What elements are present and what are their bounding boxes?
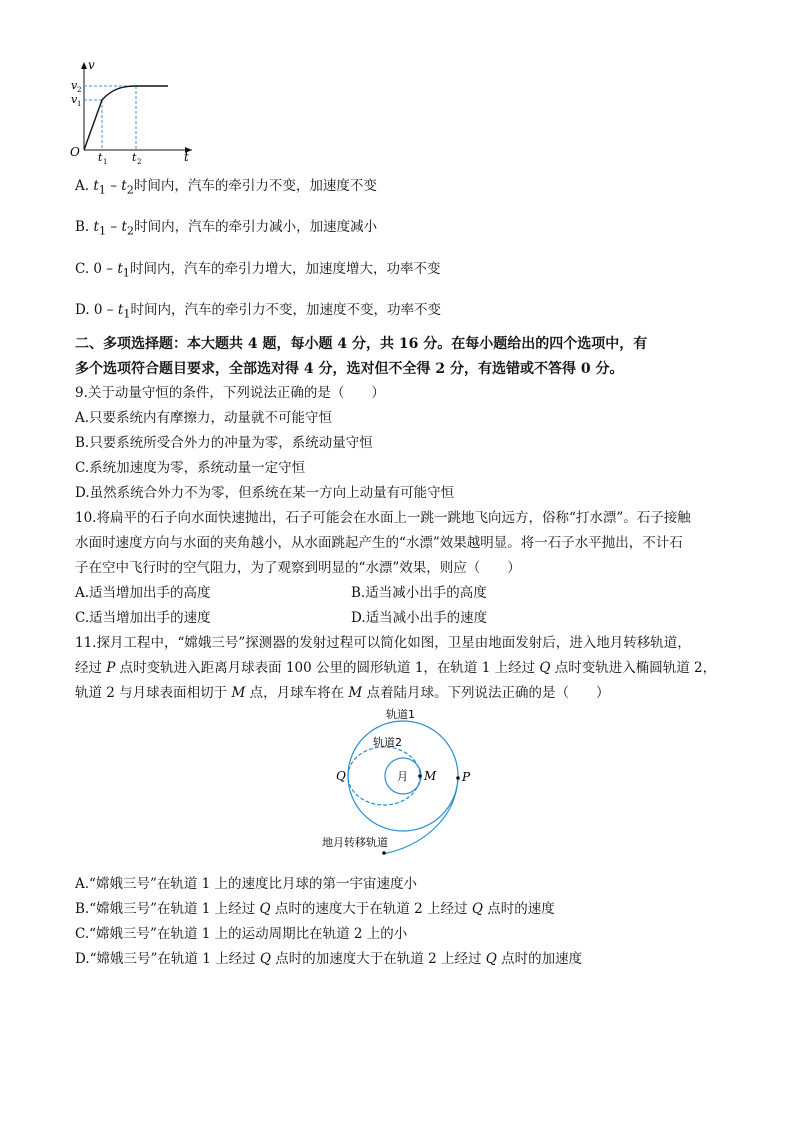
orbit1-label: 轨道1 bbox=[386, 708, 415, 721]
q10-stem-line2: 水面时速度方向与水面的夹角越小，从水面跳起产生的“水漂”效果越明显。将一石子水平抛出，不计石 bbox=[75, 535, 683, 551]
moon-label: 月 bbox=[397, 770, 408, 783]
q9-option-c[interactable]: C.系统加速度为零，系统动量一定守恒 bbox=[75, 460, 306, 476]
text: 点时变轨进入距离月球表面 100 公里的圆形轨道 1，在轨道 1 上经过 bbox=[115, 660, 540, 676]
origin-label: O bbox=[70, 145, 80, 159]
point-p-symbol: P bbox=[106, 660, 116, 676]
t-sub: 2 bbox=[126, 183, 134, 197]
t2-sub: 2 bbox=[137, 158, 142, 164]
q9-stem: 9.关于动量守恒的条件，下列说法正确的是（ ） bbox=[75, 385, 385, 401]
q11-option-b[interactable] bbox=[75, 899, 555, 919]
q11-option-d[interactable] bbox=[75, 949, 582, 969]
dash: – bbox=[105, 178, 122, 194]
t-symbol: t bbox=[93, 219, 99, 235]
q9-option-a[interactable]: A.只要系统内有摩擦力，动量就不可能守恒 bbox=[75, 410, 333, 426]
t-symbol: t bbox=[121, 219, 127, 235]
t-symbol: t bbox=[117, 302, 124, 318]
q9-option-d[interactable]: D.虽然系统合外力不为零，但系统在某一方向上动量有可能守恒 bbox=[75, 485, 455, 501]
t1-sub: 1 bbox=[103, 158, 108, 164]
point-q-symbol: Q bbox=[485, 951, 497, 967]
point-q-symbol: Q bbox=[471, 901, 483, 917]
v1-label: v bbox=[71, 93, 78, 106]
option-prefix: C. 0 – bbox=[75, 261, 118, 277]
v2-label: v bbox=[71, 79, 78, 92]
t-sub: 1 bbox=[98, 183, 106, 197]
q10-option-a[interactable]: A.适当增加出手的高度 bbox=[75, 585, 211, 601]
p-label: P bbox=[462, 770, 471, 784]
option-text: C.“嫦娥三号”在轨道 1 上的运动周期比在轨道 2 上的小 bbox=[75, 926, 408, 942]
text: 经过 bbox=[75, 660, 107, 676]
velocity-time-graph bbox=[68, 58, 198, 164]
t-symbol: t bbox=[93, 178, 99, 194]
option-text: D.“嫦娥三号”在轨道 1 上经过 bbox=[75, 951, 260, 967]
transfer-dot bbox=[382, 851, 386, 855]
option-text: 时间内，汽车的牵引力不变，加速度不变，功率不变 bbox=[130, 302, 441, 318]
q8-option-d[interactable] bbox=[75, 300, 441, 325]
t2-label: t bbox=[132, 151, 137, 164]
option-text: 点时的速度 bbox=[482, 901, 555, 917]
transfer-orbit-path bbox=[383, 778, 458, 854]
point-p-dot bbox=[456, 776, 460, 780]
t-sub: 2 bbox=[126, 224, 135, 238]
point-m-dot bbox=[418, 774, 422, 778]
option-text: 点时的速度大于在轨道 2 上经过 bbox=[270, 901, 472, 917]
text: 轨道 2 与月球表面相切于 bbox=[75, 685, 232, 701]
option-text: 时间内，汽车的牵引力不变，加速度不变 bbox=[133, 178, 377, 194]
option-text: B.“嫦娥三号”在轨道 1 上经过 bbox=[75, 901, 260, 917]
q11-option-c[interactable] bbox=[75, 924, 407, 944]
q10-stem-line3: 子在空中飞行时的空气阻力，为了观察到明显的“水漂”效果，则应（ ） bbox=[75, 560, 521, 576]
q10-stem-line1: 10.将扁平的石子向水面快速抛出，石子可能会在水面上一跳一跳地飞向远方，俗称“打水漂”。石子接触 bbox=[75, 510, 691, 526]
option-prefix: D. 0 – bbox=[75, 302, 118, 318]
option-text: 时间内，汽车的牵引力增大，加速度增大，功率不变 bbox=[129, 261, 441, 277]
q-label: Q bbox=[336, 769, 346, 783]
orbit-diagram bbox=[318, 706, 488, 866]
q10-option-b[interactable]: B.适当减小出手的高度 bbox=[351, 585, 487, 601]
t-sub: 1 bbox=[98, 224, 107, 238]
t-symbol: t bbox=[121, 178, 127, 194]
q9-option-b[interactable]: B.只要系统所受合外力的冲量为零，系统动量守恒 bbox=[75, 435, 373, 451]
transfer-orbit-label: 地月转移轨道 bbox=[322, 836, 388, 849]
point-q-symbol: Q bbox=[539, 660, 551, 676]
q11-stem-line1: 11.探月工程中，“嫦娥三号”探测器的发射过程可以简化如图，卫星由地面发射后，进入地月转移轨道， bbox=[75, 635, 691, 651]
text: 点着陆月球。下列说法正确的是（ ） bbox=[362, 685, 610, 701]
text: 点，月球车将在 bbox=[245, 685, 349, 701]
q8-option-c[interactable] bbox=[75, 259, 440, 284]
t-symbol: t bbox=[117, 261, 123, 277]
option-text: 时间内，汽车的牵引力减小，加速度减小 bbox=[134, 219, 378, 235]
dash: – bbox=[106, 219, 122, 235]
t-sub: 1 bbox=[123, 307, 131, 321]
t1-label: t bbox=[98, 151, 103, 164]
v2-sub: 2 bbox=[77, 86, 82, 94]
m-label: M bbox=[424, 769, 437, 783]
v1-sub: 1 bbox=[77, 100, 82, 108]
option-prefix: B. bbox=[75, 219, 94, 235]
axis-v-label: v bbox=[88, 58, 95, 72]
point-m-symbol: M bbox=[231, 685, 246, 701]
text: 点时变轨进入椭圆轨道 2， bbox=[550, 660, 717, 676]
orbit2-ellipse bbox=[348, 747, 420, 805]
point-q-symbol: Q bbox=[259, 901, 271, 917]
q11-option-a[interactable] bbox=[75, 874, 417, 894]
point-m-symbol: M bbox=[348, 685, 363, 701]
q10-option-d[interactable]: D.适当减小出手的速度 bbox=[351, 610, 488, 626]
axis-t-label: t bbox=[184, 150, 189, 164]
option-text: 点时的加速度大于在轨道 2 上经过 bbox=[270, 951, 486, 967]
q11-stem-line2 bbox=[75, 658, 716, 678]
option-text: A.“嫦娥三号”在轨道 1 上的速度比月球的第一宇宙速度小 bbox=[75, 876, 418, 892]
t-sub: 1 bbox=[122, 266, 130, 280]
q8-option-b[interactable] bbox=[75, 217, 377, 242]
orbit2-label: 轨道2 bbox=[373, 736, 402, 749]
q8-option-a[interactable] bbox=[75, 176, 377, 201]
option-text: 点时的加速度 bbox=[496, 951, 583, 967]
option-prefix: A. bbox=[75, 178, 94, 194]
point-q-symbol: Q bbox=[259, 951, 271, 967]
section2-heading-line2: 多个选项符合题目要求，全部选对得 4 分，选对但不全得 2 分，有选错或不答得 0 分。 bbox=[75, 361, 624, 377]
section2-heading-line1: 二、多项选择题：本大题共 4 题，每小题 4 分，共 16 分。在每小题给出的四个选项中，有 bbox=[75, 336, 648, 352]
q11-stem-line3 bbox=[75, 683, 610, 703]
q10-option-c[interactable]: C.适当增加出手的速度 bbox=[75, 610, 211, 626]
